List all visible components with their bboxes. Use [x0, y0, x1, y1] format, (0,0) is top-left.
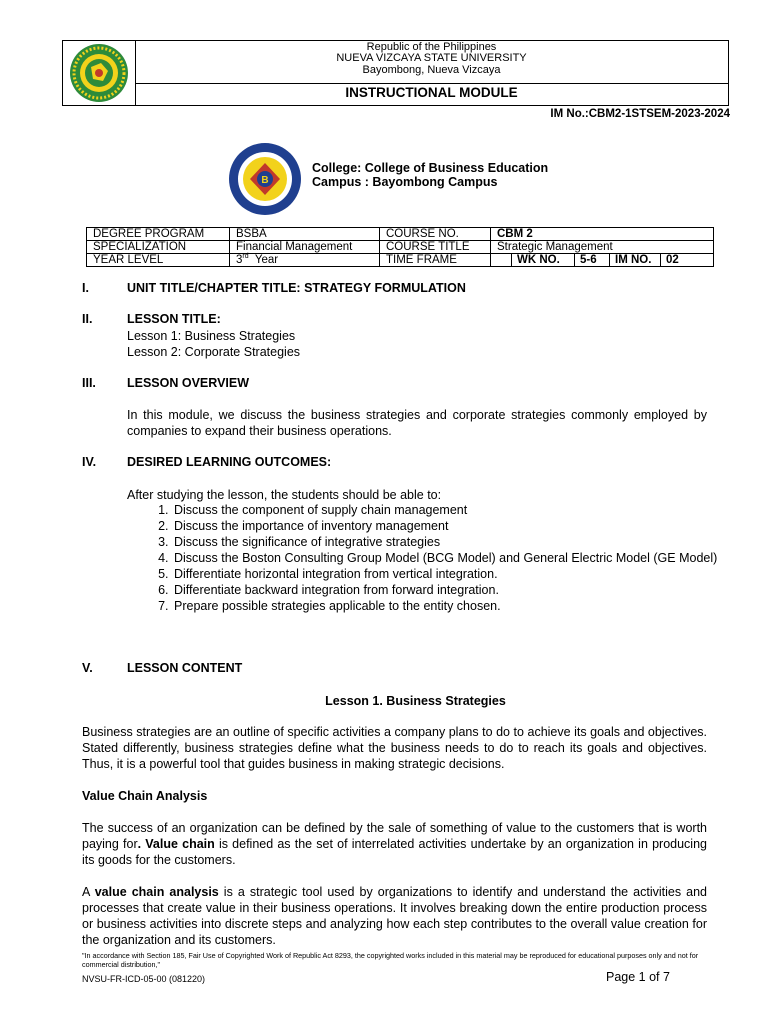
im-no-label: IM NO.: [609, 254, 660, 266]
course-info-table: [86, 227, 714, 267]
year-level-label: YEAR LEVEL: [87, 254, 230, 267]
page-number: Page 1 of 7: [606, 970, 670, 984]
document-header: [62, 40, 729, 106]
degree-program-value: BSBA: [230, 228, 380, 241]
year-suffix: rd: [242, 253, 249, 261]
college-name: College: College of Business Education: [312, 161, 549, 175]
section-4-number: IV.: [82, 455, 97, 469]
college-info: [312, 161, 548, 189]
value-chain-paragraph: [82, 820, 707, 868]
paragraph-bold-term: value chain analysis: [94, 885, 219, 899]
outcomes-list: [127, 502, 752, 614]
section-3-number: III.: [82, 376, 96, 390]
table-row: [87, 241, 714, 254]
section-2-title: LESSON TITLE:: [127, 312, 221, 326]
section-5-title: LESSON CONTENT: [127, 661, 243, 675]
svg-text:B: B: [261, 175, 269, 186]
header-university: NUEVA VIZCAYA STATE UNIVERSITY: [336, 52, 527, 64]
paragraph-text: is defined as the set of interrelated activities undertake by an organization in producing its goods for the customers.: [82, 837, 707, 867]
time-frame-cells: [491, 254, 714, 267]
list-item: 2. Discuss the importance of inventory management: [172, 518, 752, 534]
section-1-title: UNIT TITLE/CHAPTER TITLE: STRATEGY FORMULATION: [127, 281, 466, 295]
lesson-heading: Lesson 1. Business Strategies: [325, 694, 506, 708]
time-frame-label: TIME FRAME: [380, 254, 491, 267]
module-title: INSTRUCTIONAL MODULE: [345, 85, 518, 100]
section-4-title: DESIRED LEARNING OUTCOMES:: [127, 455, 332, 469]
university-seal-logo: [63, 41, 135, 105]
lesson-2-title: Lesson 2: Corporate Strategies: [127, 345, 301, 359]
im-no-value: 02: [660, 254, 684, 266]
header-divider: [135, 83, 728, 84]
course-title-label: COURSE TITLE: [380, 241, 491, 254]
outcomes-intro: After studying the lesson, the students should be able to:: [127, 488, 442, 502]
list-item: 3. Discuss the significance of integrative strategies: [172, 534, 752, 550]
degree-program-label: DEGREE PROGRAM: [87, 228, 230, 241]
wk-no-value: 5-6: [574, 254, 609, 266]
paragraph-text: The success of an organization can be defined by the sale of something of value to the customers that is worth paying for: [82, 821, 707, 851]
section-2-number: II.: [82, 312, 93, 326]
business-strategies-paragraph: Business strategies are an outline of specific activities a company plans to do to achieve its goals and objectives. Stated differently, business strategies define what the business needs to do to reach its goals and objectives. Thus, it is a powerful tool that guides business in making strategic decisions.: [82, 725, 707, 771]
lesson-1-title: Lesson 1: Business Strategies: [127, 329, 296, 343]
list-item: 5. Differentiate horizontal integration from vertical integration.: [172, 566, 752, 582]
wk-no-label: WK NO.: [511, 254, 574, 266]
section-1-number: I.: [82, 281, 89, 295]
list-item: 7. Prepare possible strategies applicable to the entity chosen.: [172, 598, 752, 614]
list-item: 6. Differentiate backward integration from forward integration.: [172, 582, 752, 598]
im-number: IM No.:CBM2-1STSEM-2023-2024: [550, 108, 730, 120]
list-item: 4. Discuss the Boston Consulting Group Model (BCG Model) and General Electric Model (GE Model): [172, 550, 752, 566]
college-seal-logo: [220, 141, 310, 217]
header-address: Bayombong, Nueva Vizcaya: [362, 64, 501, 76]
paragraph-text: A: [82, 885, 95, 899]
campus-name: Campus : Bayombong Campus: [312, 175, 498, 189]
paragraph-bold-term: . Value chain: [137, 837, 215, 851]
header-republic: Republic of the Philippines: [366, 41, 497, 53]
paragraph-text: is a strategic tool used by organizations to identify and understand the activities and processes that create value in their business operations. It involves breaking down the entire production process or business activities into discrete steps and analyzing how each step contributes to the overall value creation for the organization and its customers.: [82, 885, 707, 947]
course-title-value: Strategic Management: [491, 241, 714, 254]
specialization-label: SPECIALIZATION: [87, 241, 230, 254]
course-no-label: COURSE NO.: [380, 228, 491, 241]
university-logo-cell: [63, 41, 136, 105]
table-row: [87, 228, 714, 241]
section-5-number: V.: [82, 661, 93, 675]
year-level-value: [230, 254, 380, 267]
list-item: 1. Discuss the component of supply chain management: [172, 502, 752, 518]
overview-text: In this module, we discuss the business strategies and corporate strategies commonly employed by companies to expand their business operations.: [127, 408, 707, 438]
course-no-value: CBM 2: [491, 228, 714, 241]
year-number: 3: [236, 254, 243, 266]
form-code: NVSU-FR-ICD-05-00 (081220): [82, 974, 206, 984]
value-chain-analysis-paragraph: [82, 884, 707, 948]
table-row: [87, 254, 714, 267]
year-word: Year: [254, 254, 279, 266]
value-chain-heading: Value Chain Analysis: [82, 789, 208, 803]
specialization-value: Financial Management: [230, 241, 380, 254]
section-3-title: LESSON OVERVIEW: [127, 376, 250, 390]
copyright-notice: "In accordance with Section 185, Fair Use of Copyrighted Work of Republic Act 8293, the copyrighted works included in this material may be reproduced for educational purposes only and not for commercial distribution,": [82, 951, 699, 969]
